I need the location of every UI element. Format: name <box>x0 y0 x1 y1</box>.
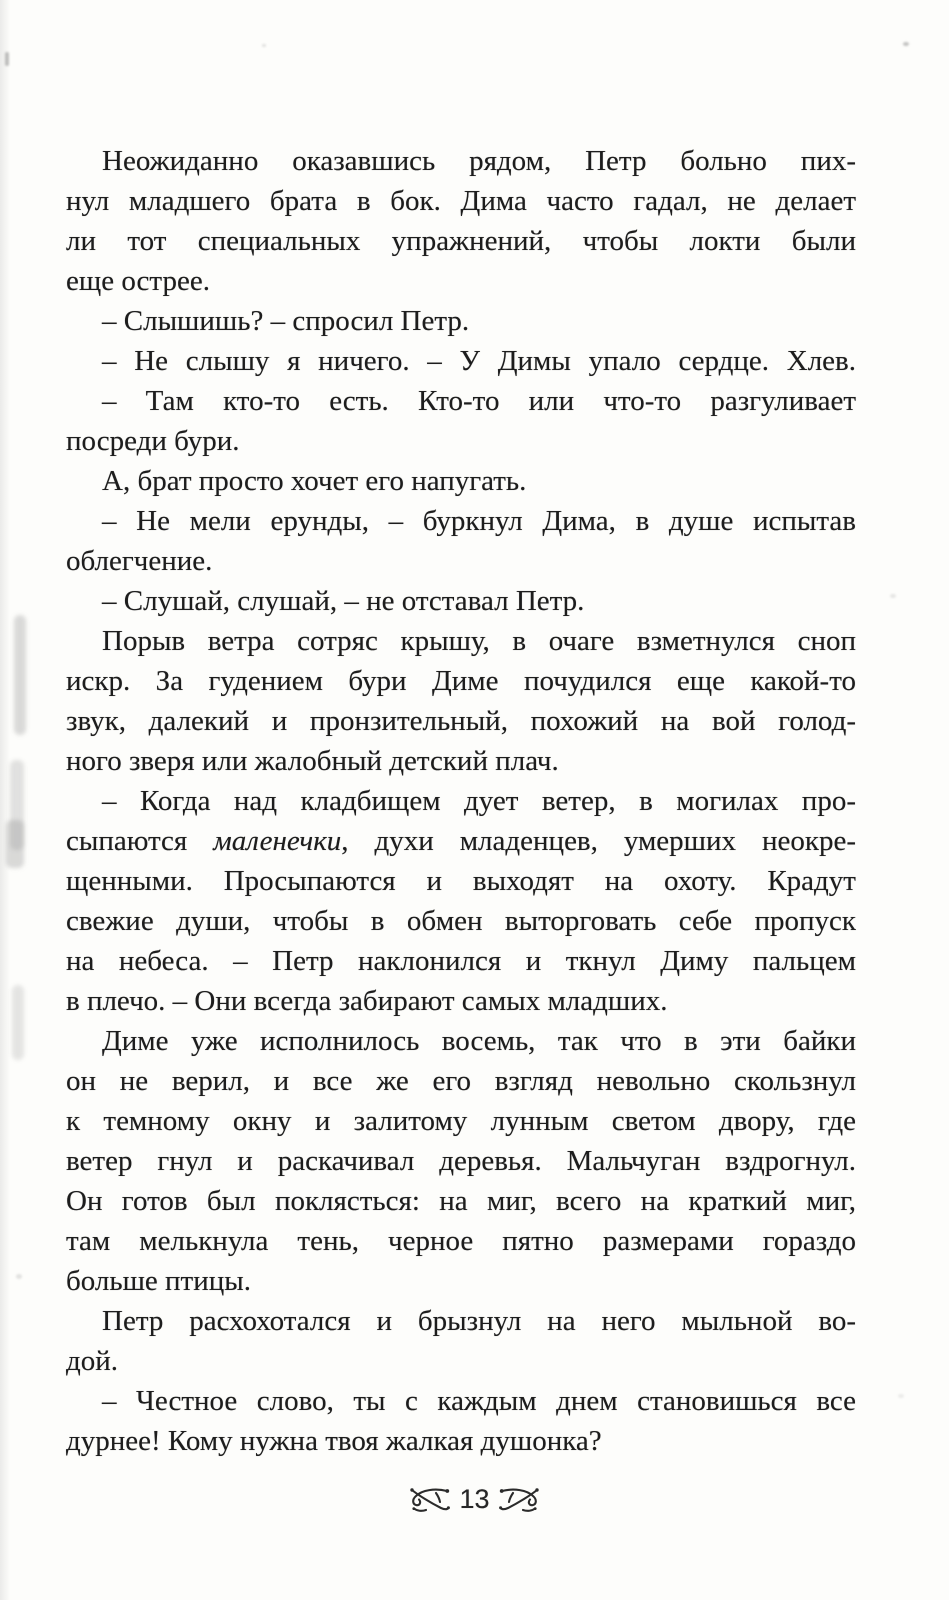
scan-artifact <box>10 760 24 850</box>
text-line: к темному окну и залитому лунным светом двору, где <box>66 1105 856 1137</box>
text-line: А, брат просто хочет его напугать. <box>102 465 527 497</box>
text-line: на небеса. – Петр наклонился и ткнул Диму пальцем <box>66 945 856 977</box>
text-line: – Не слышу я ничего. – У Димы упало сердце. Хлев. <box>102 345 856 377</box>
scan-artifact <box>14 615 26 735</box>
scan-artifact <box>890 594 896 598</box>
scan-edge-shade <box>0 0 10 1600</box>
text-line: щенными. Просыпаются и выходят на охоту. Крадут <box>66 865 856 897</box>
text-line: Петр расхохотался и брызнул на него мыльной во- <box>102 1305 856 1337</box>
text-line: ветер гнул и раскачивал деревья. Мальчуган вздрогнул. <box>66 1145 856 1177</box>
text-line: там мелькнула тень, черное пятно размерами гораздо <box>66 1225 856 1257</box>
text-line: Неожиданно оказавшись рядом, Петр больно пих- <box>102 145 856 177</box>
scan-artifact <box>5 52 9 66</box>
text-line: – Там кто-то есть. Кто-то или что-то разгуливает <box>102 385 856 417</box>
text-line: облегчение. <box>66 545 213 577</box>
text-line: дурнее! Кому нужна твоя жалкая душонка? <box>66 1425 602 1457</box>
text-line: он не верил, и все же его взгляд невольно скользнул <box>66 1065 856 1097</box>
text-line: звук, далекий и пронзительный, похожий на вой голод- <box>66 705 856 737</box>
scan-artifact <box>12 985 24 1060</box>
page-text <box>66 141 856 1461</box>
text-line: – Слышишь? – спросил Петр. <box>102 305 470 337</box>
text-line: – Не мели ерунды, – буркнул Дима, в душе испытав <box>102 505 856 537</box>
text-line: сыпаются маленечки, духи младенцев, умерших неокре- <box>66 825 856 857</box>
text-line: ли тот специальных упражнений, чтобы локти были <box>66 225 856 257</box>
fleuron-left-icon <box>408 1486 450 1513</box>
text-line: еще острее. <box>66 265 210 297</box>
scan-artifact <box>903 42 909 46</box>
text-line: свежие души, чтобы в обмен выторговать себе пропуск <box>66 905 856 937</box>
text-line: больше птицы. <box>66 1265 251 1297</box>
text-line: Диме уже исполнилось восемь, так что в эти байки <box>102 1025 856 1057</box>
scan-artifact <box>6 820 24 868</box>
text-line: искр. За гудением бури Диме почудился еще какой-то <box>66 665 856 697</box>
text-line: Порыв ветра сотряс крышу, в очаге взметнулся сноп <box>102 625 856 657</box>
text-line: в плечо. – Они всегда забирают самых младших. <box>66 985 668 1017</box>
text-line: посреди бури. <box>66 425 240 457</box>
page-number: 13 <box>459 1484 490 1514</box>
text-line: ного зверя или жалобный детский плач. <box>66 745 559 777</box>
text-line: дой. <box>66 1345 119 1377</box>
scan-artifact <box>16 1274 22 1279</box>
text-line: – Честное слово, ты с каждым днем становишься все <box>102 1385 856 1417</box>
text-line: нул младшего брата в бок. Дима часто гадал, не делает <box>66 185 856 217</box>
scan-artifact <box>262 44 266 47</box>
text-line: Он готов был поклясться: на миг, всего на краткий миг, <box>66 1185 856 1217</box>
scan-artifact <box>898 1394 904 1398</box>
fleuron-right-icon <box>499 1486 541 1513</box>
text-line: – Когда над кладбищем дует ветер, в могилах про- <box>102 785 856 817</box>
page-footer <box>0 1484 949 1515</box>
text-line: – Слушай, слушай, – не отставал Петр. <box>102 585 585 617</box>
